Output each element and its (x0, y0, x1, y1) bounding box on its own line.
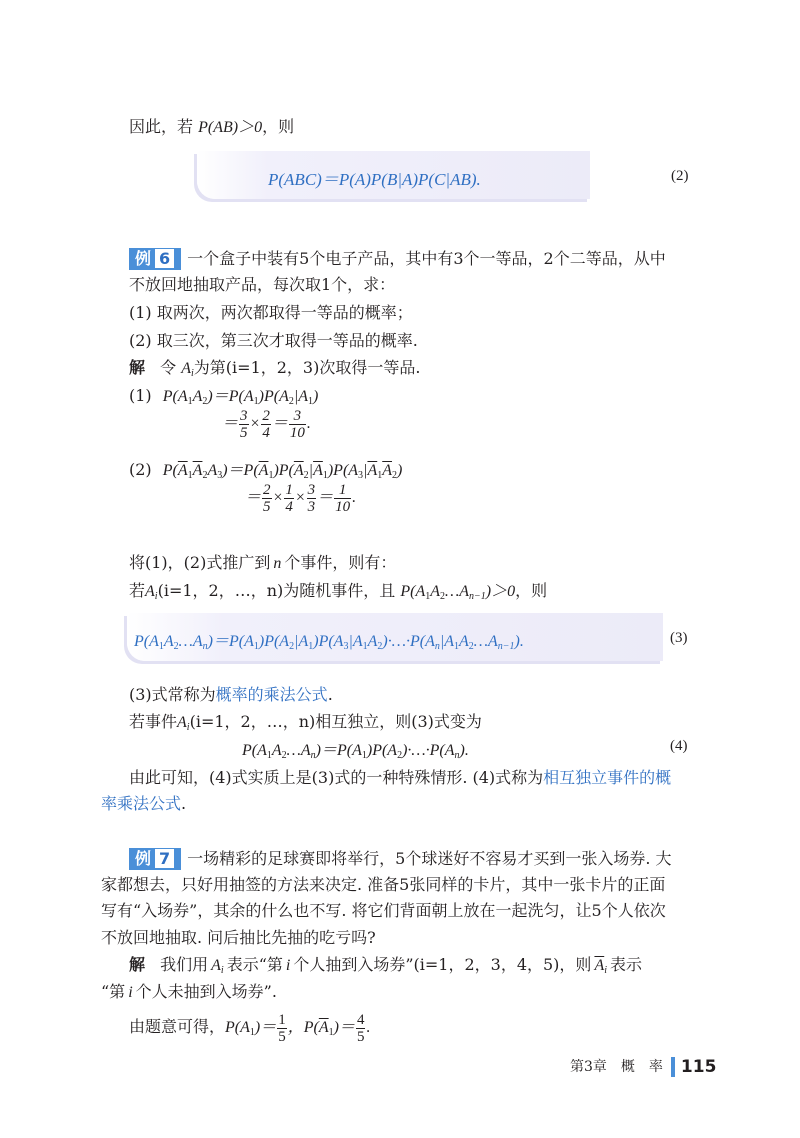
term-multiplication-formula: 概率的乘法公式 (215, 685, 328, 704)
after-3-line-4: 率乘法公式. (101, 794, 187, 813)
example-6-question-1: (1) 取两次，两次都取得一等品的概率； (129, 303, 413, 322)
example-7-line-1: 例 7 一场精彩的足球赛即将举行，5个球迷好不容易才买到一张入场券. 大 (129, 846, 672, 870)
example-7-result: 由题意可得，$P(A_1)=$ $\frac{1}{5}$ ，$P(\overline{A}_1)=$ $\frac{4}{5}$ . (129, 1012, 371, 1045)
example-7-line-2: 家都想去，只好用抽签的方法来决定. 准备5张同样的卡片，其中一张卡片的正面 (101, 875, 666, 894)
intro-text: 因此，若 (129, 117, 194, 136)
example-7-line-4: 不放回地抽取. 问后抽比先抽的吃亏吗? (101, 928, 376, 947)
footer-divider (671, 1057, 675, 1077)
example-6-label: 例 6 (129, 248, 181, 270)
example-6-line-1 (129, 246, 666, 270)
example-6-part-1-result: ＝ $\frac{3}{5}$ × $\frac{2}{4}$ ＝ $\frac{3}{10}$ . (222, 408, 311, 441)
example-7-solution-line-2: “第 i 个人未抽到入场券”. (101, 982, 277, 1001)
intro-tail: ，则 (262, 117, 295, 136)
formula-4-number: (4) (670, 738, 688, 754)
example-6-part-1-line-1: (1) $P(A_1A_2)=P(A_1)P(A_2|A_1)$ (129, 386, 319, 407)
example-6-question-2: (2) 取三次，第三次才取得一等品的概率. (129, 331, 418, 350)
example-6-text-1: 一个盒子中装有5个电子产品，其中有3个一等品，2个二等品，从中 (187, 249, 666, 268)
formula-3: $P(A_1A_2\dots A_n)=P(A_1)P(A_2|A_1)P(A_3|A_1A_2)\cdot\dots\cdot P(A_n|A_1A_2\dots A_{n-1})$. (134, 633, 524, 652)
generalize-line-1: 将(1)，(2)式推广到 n 个事件，则有： (129, 553, 397, 572)
page-number: 115 (680, 1057, 717, 1077)
intro-condition: P(AB)＞0 (198, 119, 263, 136)
generalize-line-2: 若$A_i(i=1$，2，…，n)为随机事件，且 $P(A_1A_2\dots A_{n-1})>0$，则 (129, 581, 548, 602)
example-6-part-2-line-1: (2) $P(\overline{A}_1\overline{A}_2A_3)=P(\overline{A}_1)P(\overline{A}_2|\overline{A}_1)P(A_3|\overline{A}_1\overline{A}_2)$ (129, 460, 403, 481)
example-7-solution-line-1: 解 我们用 $A_i$ 表示“第 i 个人抽到入场券”(i=1，2，3，4，5)，则 $\overline{A}_i$ 表示 (129, 955, 643, 976)
example-7-line-3: 写有“入场券”，其余的什么也不写. 将它们背面朝上放在一起洗匀，让5个人依次 (101, 901, 666, 920)
after-3-line-2: 若事件$A_i(i=1$，2，…，n)相互独立，则(3)式变为 (129, 712, 482, 733)
solution-label-7: 解 (129, 955, 146, 974)
example-6-part-2-result: ＝ $\frac{2}{5}$ × $\frac{1}{4}$ × $\frac{3}{3}$ ＝ $\frac{1}{10}$ . (245, 482, 357, 515)
intro-line (129, 114, 294, 137)
after-3-line-1: (3)式常称为概率的乘法公式. (129, 685, 333, 704)
formula-4: $P(A_1A_2\dots A_n)=P(A_1)P(A_2)\cdot\dots\cdot P(A_n)$. (242, 742, 469, 761)
term-independent-events: 相互独立事件的概 (543, 768, 672, 787)
formula-2-number: (2) (671, 168, 689, 184)
term-independent-events-cont: 率乘法公式 (101, 794, 182, 813)
example-7-label: 例 7 (129, 848, 181, 870)
example-6-line-2: 不放回地抽取产品，每次取1个，求： (129, 275, 396, 294)
formula-2: P(ABC)＝P(A)P(B|A)P(C|AB). (268, 170, 481, 189)
solution-label: 解 (129, 358, 146, 377)
chapter-label: 第3章 概 率 (570, 1059, 663, 1075)
page-footer (570, 1056, 716, 1077)
after-3-line-3: 由此可知，(4)式实质上是(3)式的一种特殊情形. (4)式称为相互独立事件的概 (129, 768, 672, 787)
formula-3-number: (3) (670, 630, 688, 646)
example-6-solution: 解 令 $A_i$为第(i=1，2，3)次取得一等品. (129, 358, 421, 379)
